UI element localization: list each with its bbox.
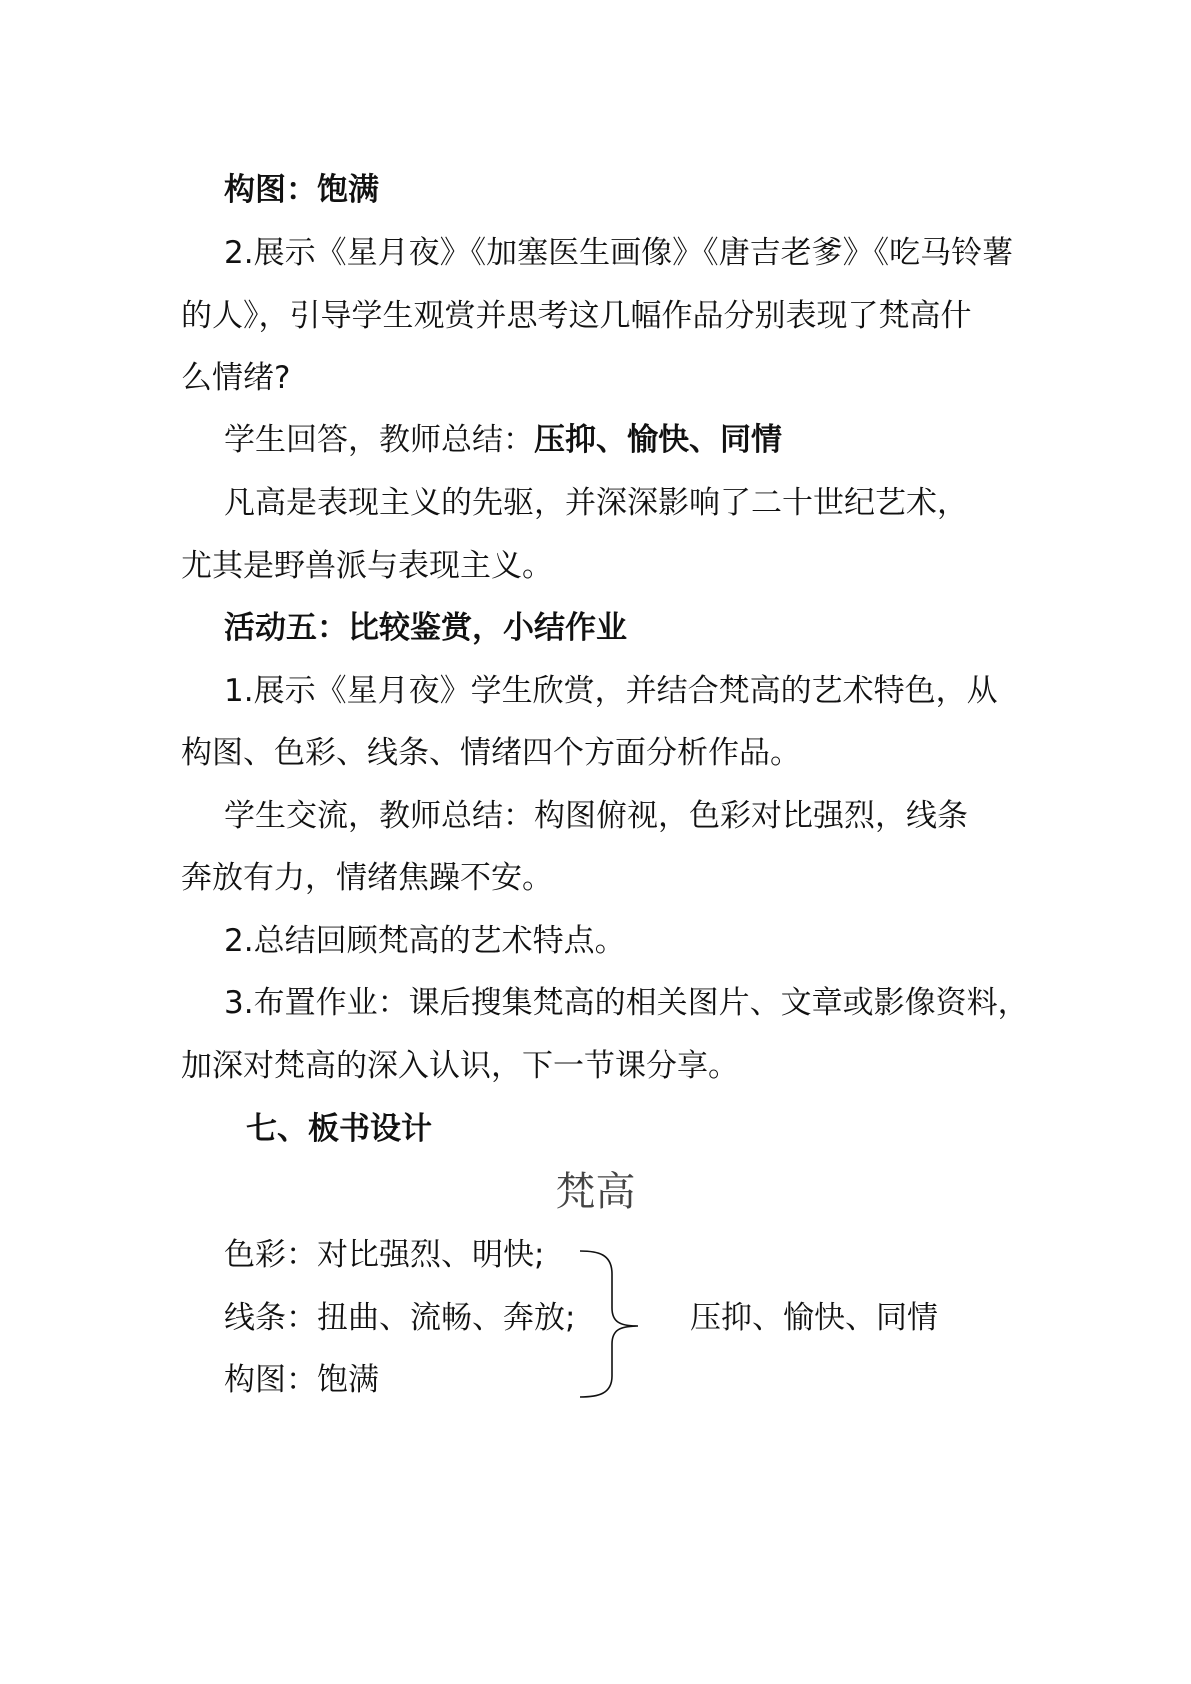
paragraph-2-line-2: 的人》，引导学生观赏并思考这几幅作品分别表现了梵高什 bbox=[181, 298, 972, 334]
paragraph-4-line-1: 凡高是表现主义的先驱，并深深影响了二十世纪艺术， bbox=[224, 485, 968, 521]
paragraph-3-label: 学生回答，教师总结： bbox=[224, 422, 534, 458]
paragraph-3-emphasis: 压抑、愉快、同情 bbox=[534, 422, 782, 458]
paragraph-4-line-2: 尤其是野兽派与表现主义。 bbox=[181, 548, 553, 584]
board-item-lines: 线条：扭曲、流畅、奔放; bbox=[224, 1300, 576, 1336]
paragraph-5-line-1: 1.展示《星月夜》学生欣赏，并结合梵高的艺术特色，从 bbox=[224, 673, 998, 709]
activity-5-heading: 活动五：比较鉴赏，小结作业 bbox=[224, 610, 627, 646]
paragraph-8-line-1: 3.布置作业：课后搜集梵高的相关图片、文章或影像资料， bbox=[224, 985, 1029, 1021]
paragraph-8-line-2: 加深对梵高的深入认识，下一节课分享。 bbox=[181, 1048, 739, 1084]
composition-label: 构图： bbox=[224, 172, 317, 208]
board-summary: 压抑、愉快、同情 bbox=[690, 1300, 938, 1336]
paragraph-5-line-2: 构图、色彩、线条、情绪四个方面分析作品。 bbox=[181, 735, 801, 771]
paragraph-6-line-1: 学生交流，教师总结：构图俯视，色彩对比强烈，线条 bbox=[224, 798, 968, 834]
board-title: 梵高 bbox=[555, 1169, 636, 1215]
paragraph-2-line-3: 么情绪? bbox=[181, 360, 291, 396]
paragraph-7: 2.总结回顾梵高的艺术特点。 bbox=[224, 923, 626, 959]
right-brace-icon bbox=[576, 1248, 646, 1400]
paragraph-3 bbox=[224, 420, 782, 460]
paragraph-6-line-2: 奔放有力，情绪焦躁不安。 bbox=[181, 860, 553, 896]
paragraph-2-line-1: 2.展示《星月夜》《加塞医生画像》《唐吉老爹》《吃马铃薯 bbox=[224, 235, 1014, 271]
board-item-color: 色彩：对比强烈、明快; bbox=[224, 1237, 545, 1273]
composition-line bbox=[224, 170, 379, 210]
section-7-heading: 七、板书设计 bbox=[246, 1111, 432, 1147]
board-item-composition: 构图：饱满 bbox=[224, 1362, 379, 1398]
composition-value: 饱满 bbox=[317, 172, 379, 208]
